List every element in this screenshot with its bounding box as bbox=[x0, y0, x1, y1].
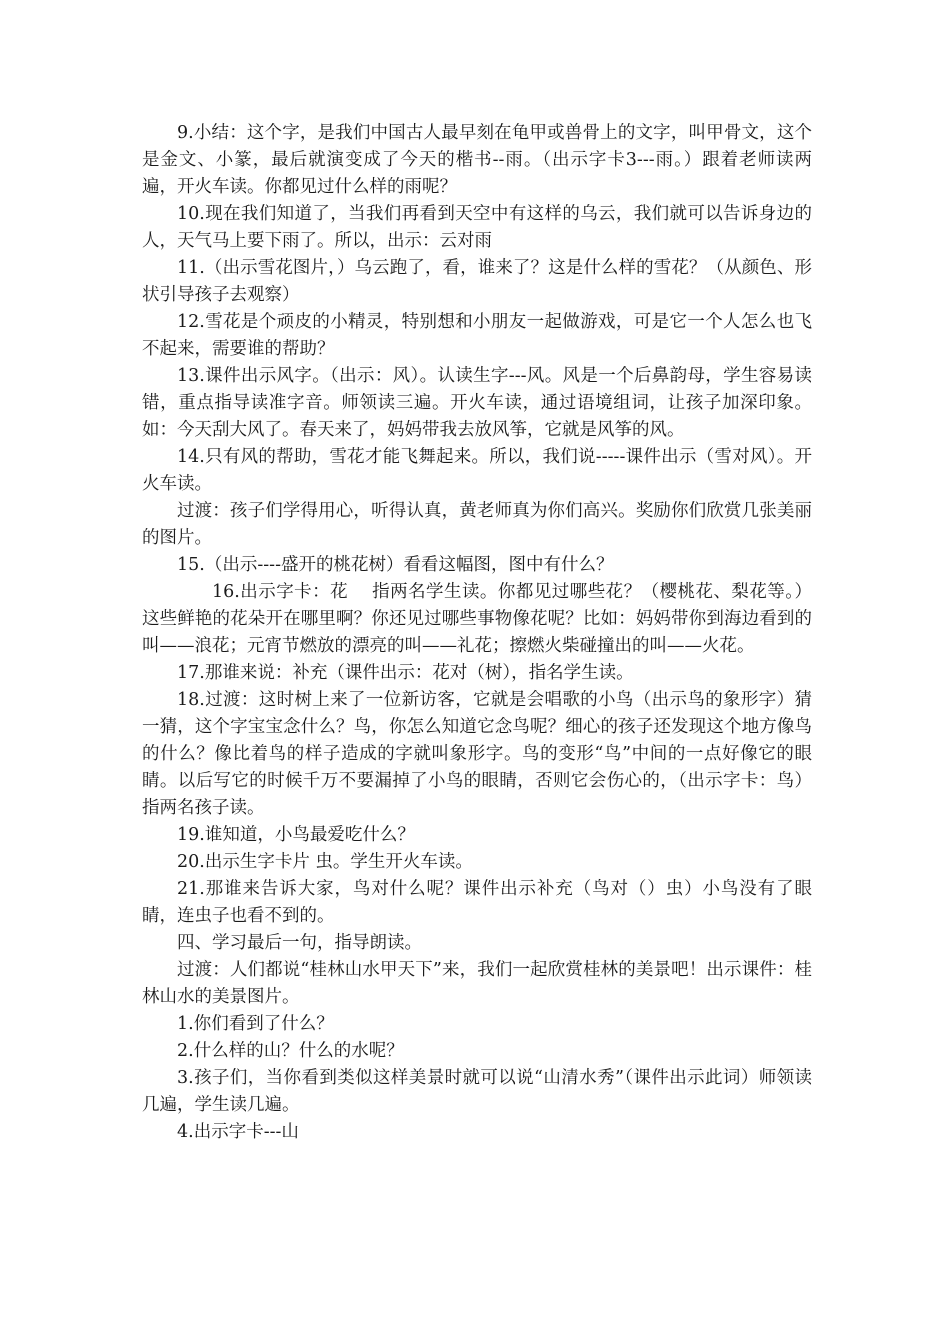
paragraph: 13.课件出示风字。（出示：风）。认读生字---风。风是一个后鼻韵母，学生容易读错，重点指导读准字音。师领读三遍。开火车读，通过语境组词，让孩子加深印象。如：今天刮大风了。春天来了，妈妈带我去放风筝，它就是风筝的风。 bbox=[142, 366, 812, 440]
paragraph: 2.什么样的山？什么的水呢？ bbox=[177, 1041, 404, 1061]
paragraph: 17.那谁来说：补充（课件出示：花对（树），指名学生读。 bbox=[177, 663, 634, 683]
paragraph: 12.雪花是个顽皮的小精灵，特别想和小朋友一起做游戏，可是它一个人怎么也飞不起来，需要谁的帮助？ bbox=[142, 312, 812, 359]
paragraph: 9.小结：这个字，是我们中国古人最早刻在龟甲或兽骨上的文字，叫甲骨文，这个是金文、小篆，最后就演变成了今天的楷书--雨。（出示字卡3---雨。）跟着老师读两遍，开火车读。你都见过什么样的雨呢？ bbox=[142, 123, 812, 197]
paragraph: 1.你们看到了什么？ bbox=[177, 1014, 334, 1034]
paragraph: 过渡：人们都说“桂林山水甲天下”来，我们一起欣赏桂林的美景吧！出示课件：桂林山水的美景图片。 bbox=[142, 960, 812, 1007]
paragraph: 3.孩子们，当你看到类似这样美景时就可以说“山清水秀”（课件出示此词）师领读几遍，学生读几遍。 bbox=[142, 1068, 812, 1115]
document-page bbox=[142, 120, 812, 1146]
paragraph: 18.过渡：这时树上来了一位新访客，它就是会唱歌的小鸟（出示鸟的象形字）猜一猜，这个字宝宝念什么？鸟，你怎么知道它念鸟呢？细心的孩子还发现这个地方像鸟的什么？像比着鸟的样子造成的字就叫象形字。鸟的变形“鸟”中间的一点好像它的眼睛。以后写它的时候千万不要漏掉了小鸟的眼睛，否则它会伤心的，（出示字卡：鸟）指两名孩子读。 bbox=[142, 690, 812, 818]
paragraph: 11.（出示雪花图片，）乌云跑了，看，谁来了？这是什么样的雪花？（从颜色、形状引导孩子去观察） bbox=[142, 258, 812, 305]
paragraph: 16.出示字卡：花 指两名学生读。你都见过哪些花？（樱桃花、梨花等。）这些鲜艳的花朵开在哪里啊？你还见过哪些事物像花呢？比如：妈妈带你到海边看到的叫——浪花；元宵节燃放的漂亮的叫——礼花；擦燃火柴碰撞出的叫——火花。 bbox=[142, 582, 812, 656]
paragraph: 10.现在我们知道了，当我们再看到天空中有这样的乌云，我们就可以告诉身边的人，天气马上要下雨了。所以，出示：云对雨 bbox=[142, 204, 812, 251]
paragraph: 19.谁知道，小鸟最爱吃什么？ bbox=[177, 825, 415, 845]
paragraph: 四、学习最后一句，指导朗读。 bbox=[177, 933, 422, 953]
paragraph: 21.那谁来告诉大家，鸟对什么呢？课件出示补充（鸟对（）虫）小鸟没有了眼睛，连虫子也看不到的。 bbox=[142, 879, 812, 926]
paragraph: 20.出示生字卡片 虫。学生开火车读。 bbox=[177, 852, 473, 872]
paragraph: 4.出示字卡---山 bbox=[177, 1122, 299, 1142]
paragraph: 过渡：孩子们学得用心，听得认真，黄老师真为你们高兴。奖励你们欣赏几张美丽的图片。 bbox=[142, 501, 812, 548]
paragraph: 15.（出示----盛开的桃花树）看看这幅图，图中有什么？ bbox=[177, 555, 614, 575]
paragraph: 14.只有风的帮助，雪花才能飞舞起来。所以，我们说-----课件出示（雪对风）。开火车读。 bbox=[142, 447, 812, 494]
